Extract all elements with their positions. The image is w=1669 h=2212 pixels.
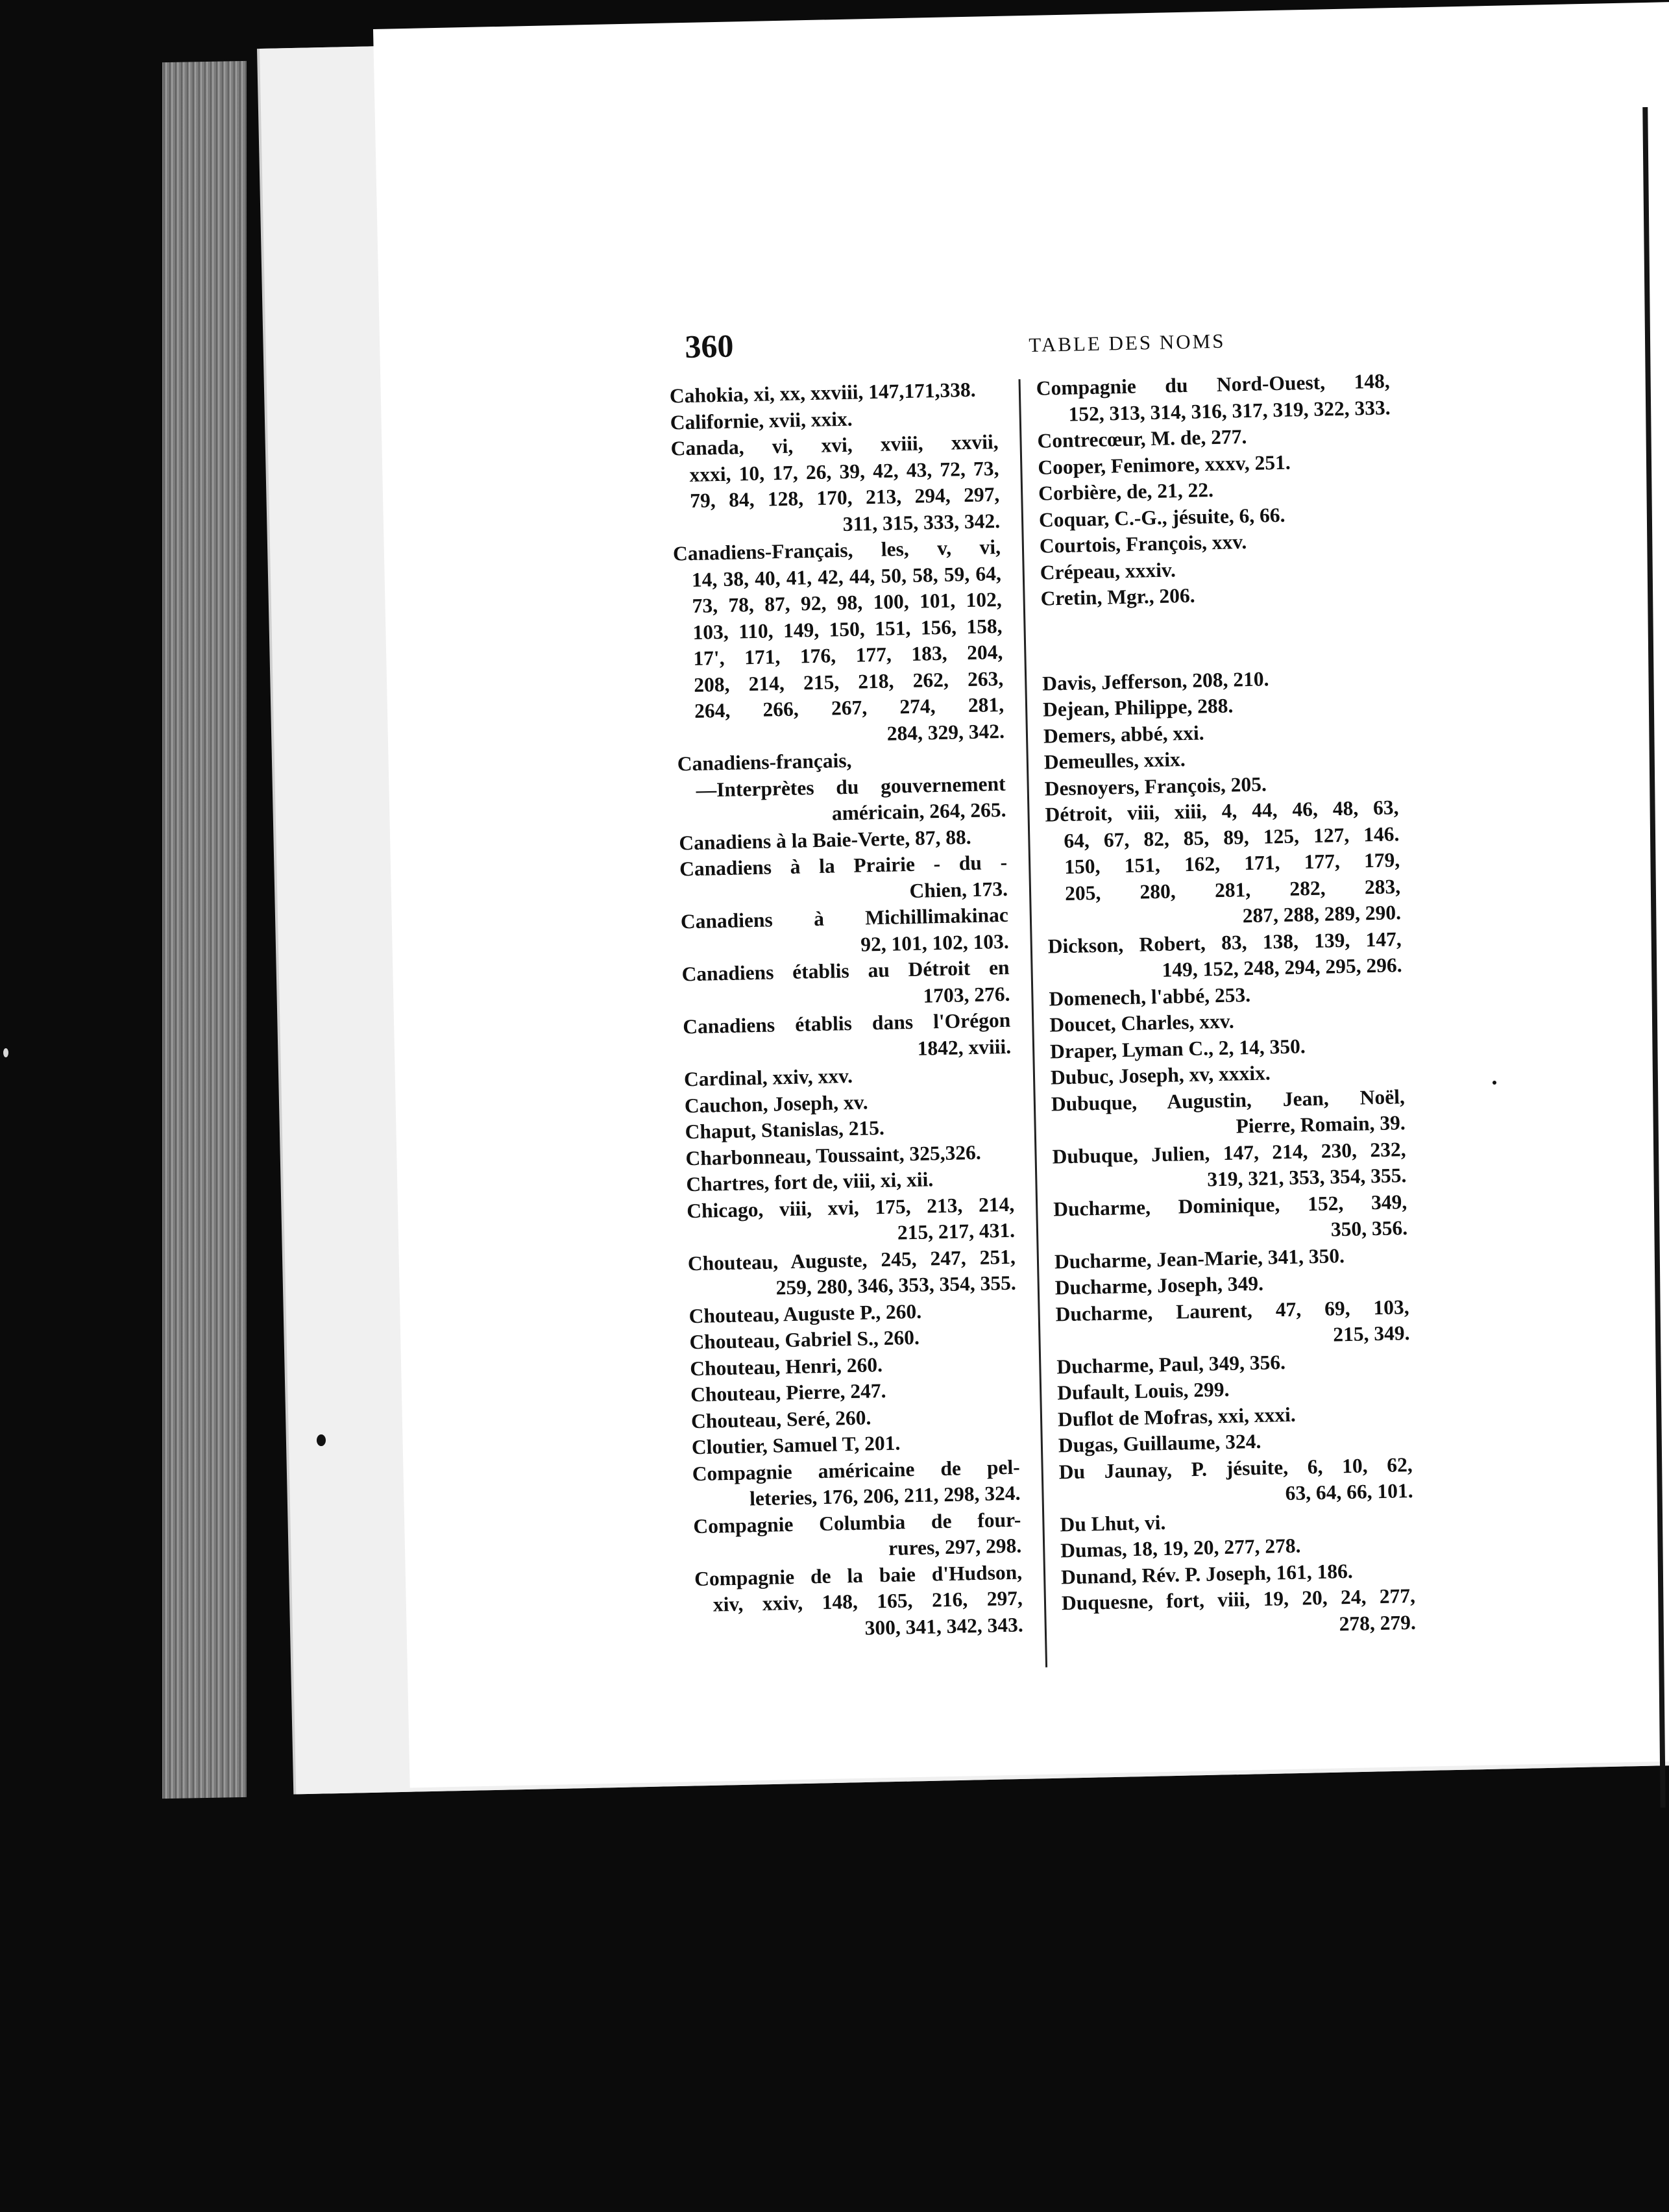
entry-heading-line: Dufault, Louis, 299. bbox=[1056, 1377, 1230, 1405]
index-entry bbox=[681, 955, 1010, 1014]
entry-continuation-line: —Interprètes du gouvernement bbox=[696, 772, 1006, 802]
dust-speck bbox=[1492, 1081, 1496, 1085]
entry-continuation-line: 215, 349. bbox=[1332, 1321, 1410, 1346]
entry-heading-line: Charbonneau, Toussaint, 325,326. bbox=[685, 1140, 981, 1170]
index-entry bbox=[688, 1244, 1017, 1303]
entry-heading-line: Chouteau, Henri, 260. bbox=[689, 1353, 883, 1380]
entry-heading-line: Cooper, Fenimore, xxxv, 251. bbox=[1037, 450, 1291, 479]
entry-heading-line: Draper, Lyman C., 2, 14, 350. bbox=[1049, 1034, 1306, 1063]
entry-heading-line: Ducharme, Paul, 349, 356. bbox=[1056, 1350, 1286, 1378]
entry-continuation-line: 92, 101, 102, 103. bbox=[860, 929, 1010, 956]
entry-continuation-line: 14, 38, 40, 41, 42, 44, 50, 58, 59, 64, bbox=[691, 561, 1002, 591]
entry-heading-line: Chouteau, Pierre, 247. bbox=[690, 1379, 886, 1407]
entry-continuation-line: 311, 315, 333, 342. bbox=[842, 509, 1001, 535]
entry-continuation-line: 149, 152, 248, 294, 295, 296. bbox=[1162, 953, 1402, 981]
index-entry bbox=[694, 1559, 1023, 1645]
entry-continuation-line: 259, 280, 346, 353, 354, 355. bbox=[775, 1271, 1017, 1299]
index-entry bbox=[1045, 794, 1401, 933]
entry-heading-line: Chouteau, Seré, 260. bbox=[690, 1405, 871, 1432]
entry-heading-line: Cauchon, Joseph, xv. bbox=[684, 1090, 868, 1117]
index-entry bbox=[693, 1506, 1022, 1566]
book-page-edges bbox=[162, 61, 247, 1799]
entry-heading-line: Ducharme, Dominique, 152, 349, bbox=[1053, 1190, 1407, 1220]
entry-heading-line: Desnoyers, François, 205. bbox=[1044, 772, 1267, 800]
entry-heading-line: Coquar, C.-G., jésuite, 6, 66. bbox=[1038, 503, 1285, 532]
entry-heading-line: Demeulles, xxix. bbox=[1043, 748, 1186, 774]
entry-continuation-line: 208, 214, 215, 218, 262, 263, bbox=[693, 667, 1004, 696]
entry-heading-line: Compagnie Columbia de four- bbox=[693, 1508, 1021, 1538]
entry-continuation-line: rures, 297, 298. bbox=[888, 1534, 1022, 1560]
entry-heading-line: Canadiens à la Prairie - du - bbox=[679, 850, 1008, 881]
entry-heading-line: Cloutier, Samuel T, 201. bbox=[691, 1431, 901, 1459]
entry-continuation-line: 287, 288, 289, 290. bbox=[1242, 901, 1402, 928]
index-entry bbox=[679, 850, 1008, 909]
index-entry bbox=[677, 744, 1006, 830]
entry-heading-line: Dubuque, Julien, 147, 214, 230, 232, bbox=[1052, 1137, 1406, 1168]
entry-heading-line: Californie, xvii, xxix. bbox=[670, 407, 853, 434]
entry-continuation-line: 1842, xviii. bbox=[917, 1035, 1012, 1060]
index-entry bbox=[683, 1007, 1012, 1067]
index-group-d bbox=[1042, 663, 1416, 1643]
entry-continuation-line: 103, 110, 149, 150, 151, 156, 158, bbox=[692, 614, 1003, 644]
index-entry bbox=[1036, 368, 1391, 428]
entry-continuation-line: Chien, 173. bbox=[909, 877, 1008, 902]
index-entry bbox=[670, 429, 1000, 541]
entry-heading-line: Canadiens à Michillimakinac bbox=[680, 903, 1009, 933]
entry-heading-line: Dickson, Robert, 83, 138, 139, 147, bbox=[1047, 927, 1402, 958]
entry-heading-line: Cahokia, xi, xx, xxviii, 147,171,338. bbox=[669, 378, 976, 408]
entry-heading-line: Ducharme, Laurent, 47, 69, 103, bbox=[1055, 1295, 1409, 1325]
entry-continuation-line: 284, 329, 342. bbox=[886, 719, 1005, 745]
index-entry bbox=[1051, 1084, 1406, 1144]
entry-heading-line: Chartres, fort de, viii, xi, xii. bbox=[686, 1168, 934, 1196]
dust-speck bbox=[3, 1048, 8, 1057]
index-entry bbox=[1047, 926, 1402, 986]
entry-heading-line: Détroit, viii, xiii, 4, 44, 46, 48, 63, bbox=[1045, 796, 1399, 826]
entry-heading-line: Ducharme, Joseph, 349. bbox=[1054, 1272, 1264, 1299]
entry-heading-line: Courtois, François, xxv. bbox=[1039, 530, 1247, 558]
page-content bbox=[373, 2, 1669, 1788]
entry-heading-line: Canadiens établis au Détroit en bbox=[681, 955, 1010, 986]
entry-heading-line: Corbière, de, 21, 22. bbox=[1038, 478, 1214, 505]
entry-heading-line: Cardinal, xxiv, xxv. bbox=[683, 1064, 853, 1091]
entry-heading-line: Du Lhut, vi. bbox=[1060, 1510, 1166, 1536]
entry-heading-line: Ducharme, Jean-Marie, 341, 350. bbox=[1054, 1244, 1345, 1273]
entry-heading-line: Dumas, 18, 19, 20, 277, 278. bbox=[1060, 1534, 1301, 1562]
entry-heading-line: Crépeau, xxxiv. bbox=[1040, 558, 1176, 584]
entry-continuation-line: 150, 151, 162, 171, 177, 179, bbox=[1064, 848, 1400, 878]
group-gap bbox=[1041, 605, 1396, 670]
entry-continuation-line: leteries, 176, 206, 211, 298, 324. bbox=[749, 1481, 1021, 1510]
entry-heading-line: Dunand, Rév. P. Joseph, 161, 186. bbox=[1060, 1559, 1354, 1588]
entry-heading-line: Canada, vi, xvi, xviii, xxvii, bbox=[670, 430, 999, 460]
entry-continuation-line: 264, 266, 267, 274, 281, bbox=[694, 693, 1005, 722]
entry-heading-line: Canadiens-français, bbox=[677, 748, 852, 776]
entry-heading-line: Compagnie de la baie d'Hudson, bbox=[694, 1560, 1023, 1590]
entry-heading-line: Compagnie américaine de pel- bbox=[692, 1455, 1020, 1485]
entry-heading-line: Contrecœur, M. de, 277. bbox=[1037, 424, 1247, 452]
entry-heading-line: Domenech, l'abbé, 253. bbox=[1049, 983, 1251, 1011]
index-group-c bbox=[1036, 368, 1395, 612]
entry-heading-line: Chaput, Stanislas, 215. bbox=[685, 1116, 885, 1144]
index-entry bbox=[1058, 1451, 1413, 1511]
dust-speck bbox=[317, 1434, 326, 1446]
entry-heading-line: Dugas, Guillaume, 324. bbox=[1058, 1429, 1261, 1457]
entry-continuation-line: 300, 341, 342, 343. bbox=[864, 1613, 1024, 1640]
entry-heading-line: Demers, abbé, xxi. bbox=[1043, 720, 1204, 748]
entry-continuation-line: 64, 67, 82, 85, 89, 125, 127, 146. bbox=[1064, 822, 1400, 852]
entry-continuation-line: 278, 279. bbox=[1339, 1610, 1417, 1635]
entry-continuation-line: 17', 171, 176, 177, 183, 204, bbox=[693, 640, 1003, 670]
entry-continuation-line: 73, 78, 87, 92, 98, 100, 101, 102, bbox=[692, 587, 1002, 617]
entry-continuation-line: 350, 356. bbox=[1330, 1216, 1408, 1241]
index-column-left bbox=[670, 376, 1024, 1645]
entry-continuation-line: 319, 321, 353, 354, 355. bbox=[1206, 1164, 1407, 1191]
index-entry bbox=[1053, 1189, 1408, 1249]
entry-heading-line: Compagnie du Nord-Ouest, 148, bbox=[1036, 369, 1391, 400]
entry-heading-line: Canadiens établis dans l'Orégon bbox=[682, 1008, 1011, 1038]
book-page bbox=[373, 2, 1669, 1788]
entry-heading-line: Dejean, Philippe, 288. bbox=[1042, 694, 1234, 721]
entry-heading-line: Duquesne, fort, viii, 19, 20, 24, 277, bbox=[1061, 1584, 1416, 1615]
entry-heading-line: Canadiens-Français, les, v, vi, bbox=[672, 535, 1001, 565]
entry-continuation-line: 79, 84, 128, 170, 213, 294, 297, bbox=[689, 482, 1000, 512]
entry-heading-line: Dubuc, Joseph, xv, xxxix. bbox=[1050, 1061, 1271, 1089]
entry-heading-line: Chouteau, Auguste P., 260. bbox=[688, 1299, 922, 1327]
entry-heading-line: Chicago, viii, xvi, 175, 213, 214, bbox=[686, 1192, 1015, 1222]
entry-heading-line: Canadiens à la Baie-Verte, 87, 88. bbox=[678, 825, 971, 854]
entry-continuation-line: 152, 313, 314, 316, 317, 319, 322, 333. bbox=[1068, 395, 1391, 426]
entry-continuation-line: 1703, 276. bbox=[923, 982, 1010, 1007]
entry-heading-line: Doucet, Charles, xxv. bbox=[1049, 1009, 1235, 1037]
entry-heading-line: Cretin, Mgr., 206. bbox=[1040, 584, 1195, 610]
index-entry bbox=[1055, 1294, 1410, 1354]
index-entry bbox=[687, 1191, 1016, 1251]
index-entry bbox=[673, 534, 1005, 752]
index-entry bbox=[680, 902, 1009, 962]
entry-continuation-line: américain, 264, 265. bbox=[831, 798, 1006, 825]
index-column-right bbox=[1036, 368, 1416, 1643]
page-number: 360 bbox=[684, 327, 734, 365]
entry-heading-line: Duflot de Mofras, xxi, xxxi. bbox=[1057, 1403, 1296, 1431]
index-entry bbox=[692, 1454, 1021, 1514]
entry-heading-line: Chouteau, Auguste, 245, 247, 251, bbox=[687, 1245, 1016, 1275]
index-entry bbox=[1052, 1137, 1407, 1196]
entry-continuation-line: xxxi, 10, 17, 26, 39, 42, 43, 72, 73, bbox=[689, 456, 999, 486]
entry-heading-line: Chouteau, Gabriel S., 260. bbox=[689, 1325, 920, 1354]
entry-continuation-line: 63, 64, 66, 101. bbox=[1285, 1479, 1413, 1505]
entry-continuation-line: 215, 217, 431. bbox=[897, 1218, 1016, 1244]
entry-continuation-line: xiv, xxiv, 148, 165, 216, 297, bbox=[713, 1586, 1023, 1616]
entry-heading-line: Du Jaunay, P. jésuite, 6, 10, 62, bbox=[1058, 1453, 1413, 1483]
entry-continuation-line: 205, 280, 281, 282, 283, bbox=[1064, 874, 1401, 905]
running-head: TABLE DES NOMS bbox=[1029, 329, 1226, 356]
entry-continuation-line: Pierre, Romain, 39. bbox=[1236, 1111, 1406, 1138]
index-entry bbox=[1062, 1583, 1417, 1643]
entry-heading-line: Dubuque, Augustin, Jean, Noël, bbox=[1051, 1085, 1406, 1115]
entry-heading-line: Davis, Jefferson, 208, 210. bbox=[1042, 667, 1269, 695]
